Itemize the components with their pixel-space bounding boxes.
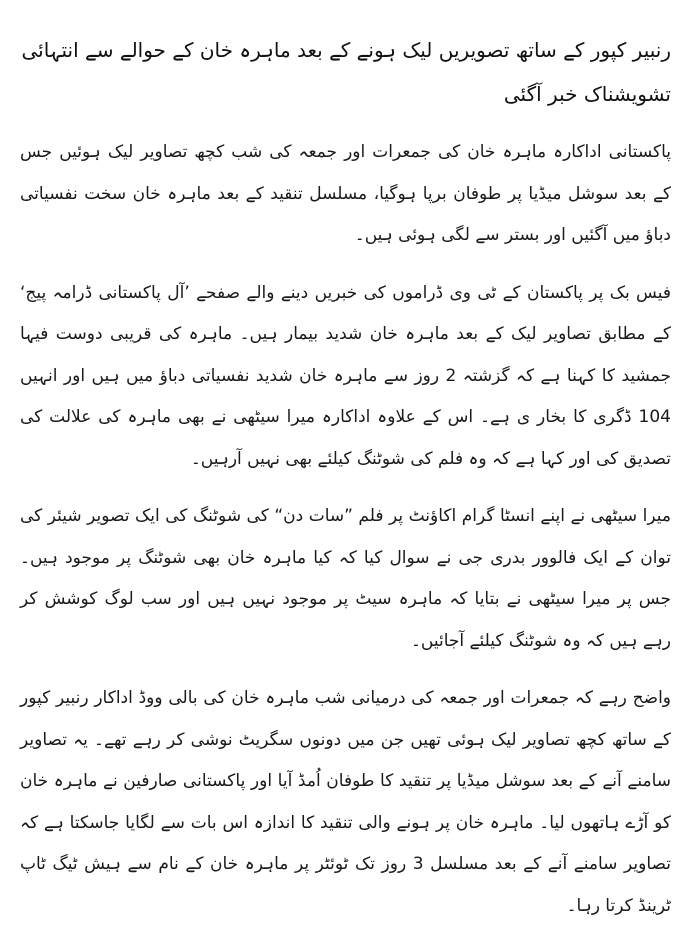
article-paragraph-2: فیس بک پر پاکستان کے ٹی وی ڈراموں کی خبریں دینے والے صفحے ’آل پاکستانی ڈرامہ پیج‘ کے مطابق تصاویر لیک کے بعد ماہرہ خان شدید بیمار ہیں۔ ماہرہ کی قریبی دوست فیہا جمشید کا کہنا ہے کہ گزشتہ 2 روز سے ماہرہ خان شدید نفسیاتی دباؤ میں ہیں اور انہیں 104 ڈگری کا بخار ی ہے۔ اس کے علاوہ اداکارہ میرا سیٹھی نے بھی ماہرہ کی علالت کی تصدیق کی اور کہا ہے کہ وہ فلم کی شوٹنگ کیلئے بھی نہیں آرہیں۔: [20, 282, 671, 469]
article-headline: رنبیر کپور کے ساتھ تصویریں لیک ہونے کے بعد ماہرہ خان کے حوالے سے انتہائی تشویشناک خبر آگئی: [21, 38, 671, 106]
article-paragraph-1: پاکستانی اداکارہ ماہرہ خان کی جمعرات اور جمعہ کی شب کچھ تصاویر لیک ہوئیں جس کے بعد سوشل میڈیا پر طوفان برپا ہوگیا، مسلسل تنقید کے بعد ماہرہ خان سخت نفسیاتی دباؤ میں آگئیں اور بستر سے لگی ہوئی ہیں۔: [20, 142, 671, 245]
article-paragraph-3: میرا سیٹھی نے اپنے انسٹا گرام اکاؤنٹ پر فلم ”سات دن“ کی شوٹنگ کی ایک تصویر شیئر کی توان کے ایک فالوور بدری جی نے سوال کیا کہ کیا ماہرہ خان بھی شوٹنگ پر موجود ہیں۔ جس پر میرا سیٹھی نے بتایا کہ ماہرہ سیٹ پر موجود نہیں ہیں اور سب لوگ کوشش کر رہے ہیں کہ وہ شوٹنگ کیلئے آجائیں۔: [20, 506, 671, 651]
article-paragraph-4: واضح رہے کہ جمعرات اور جمعہ کی درمیانی شب ماہرہ خان کی بالی ووڈ اداکار رنبیر کپور کے ساتھ کچھ تصاویر لیک ہوئی تھیں جن میں دونوں سگریٹ نوشی کر رہے تھے۔ یہ تصاویر سامنے آنے کے بعد سوشل میڈیا پر تنقید کا طوفان اُمڈ آیا اور پاکستانی صارفین نے ماہرہ خان کو آڑے ہاتھوں لیا۔ ماہرہ خان پر ہونے والی تنقید کا اندازہ اس بات سے لگایا جاسکتا ہے کہ تصاویر سامنے آنے کے بعد مسلسل 3 روز تک ٹوئٹر پر ماہرہ خان کے نام سے ہیش ٹیگ ٹاپ ٹرینڈ کرتا رہا۔: [20, 688, 671, 916]
